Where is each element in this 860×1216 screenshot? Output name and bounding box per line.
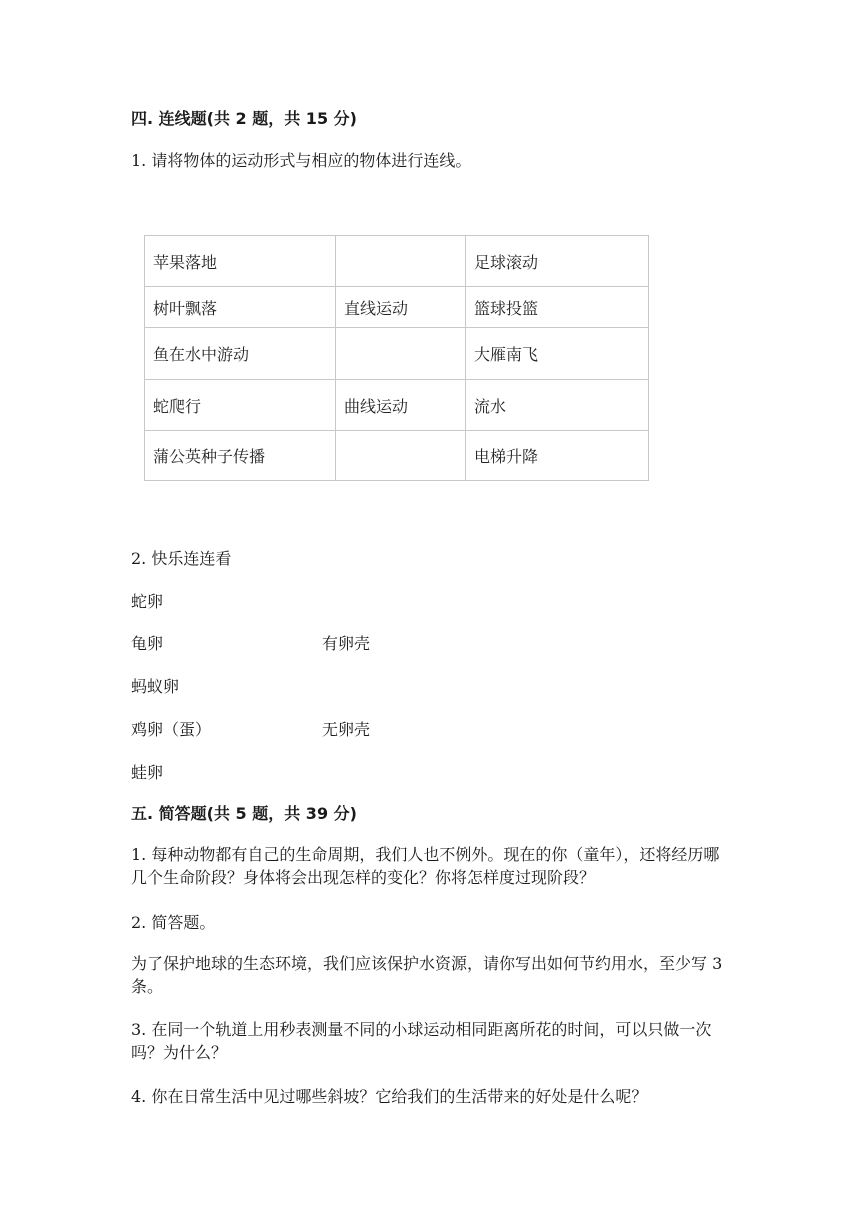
table-cell-object: 苹果落地	[145, 236, 336, 287]
table-cell-object: 鱼在水中游动	[145, 328, 336, 380]
egg-item: 鸡卵（蛋）	[131, 720, 212, 739]
table-cell-object: 蒲公英种子传播	[145, 431, 336, 481]
table-cell-object: 流水	[466, 380, 649, 431]
short-answer-q1: 1. 每种动物都有自己的生命周期，我们人也不例外。现在的你（童年），还将经历哪几个生命阶段？身体将会出现怎样的变化？你将怎样度过现阶段？	[131, 845, 720, 887]
table-row	[145, 328, 649, 380]
egg-item: 蛇卵	[131, 592, 164, 611]
table-row	[145, 236, 649, 287]
table-cell-object: 篮球投篮	[466, 287, 649, 328]
table-row	[145, 380, 649, 431]
table-cell-object: 大雁南飞	[466, 328, 649, 380]
table-cell-object: 树叶飘落	[145, 287, 336, 328]
table-cell-motion	[336, 236, 466, 287]
q2-prompt: 2. 快乐连连看	[131, 549, 232, 568]
table-cell-object: 足球滚动	[466, 236, 649, 287]
table-cell-motion: 曲线运动	[336, 380, 466, 431]
shell-option: 有卵壳	[322, 634, 371, 653]
matching-table	[144, 235, 649, 481]
egg-item: 蚂蚁卵	[131, 677, 180, 696]
short-answer-q2-body: 为了保护地球的生态环境，我们应该保护水资源，请你写出如何节约用水，至少写 3 条。	[131, 954, 723, 996]
section4-title: 四. 连线题(共 2 题，共 15 分)	[131, 109, 357, 128]
short-answer-q4: 4. 你在日常生活中见过哪些斜坡？它给我们的生活带来的好处是什么呢？	[131, 1087, 648, 1106]
table-cell-motion: 直线运动	[336, 287, 466, 328]
table-row	[145, 431, 649, 481]
short-answer-q3: 3. 在同一个轨道上用秒表测量不同的小球运动相同距离所花的时间，可以只做一次吗？为什么？	[131, 1020, 712, 1062]
table-cell-motion	[336, 328, 466, 380]
table-cell-object: 电梯升降	[466, 431, 649, 481]
q1-prompt: 1. 请将物体的运动形式与相应的物体进行连线。	[131, 151, 472, 170]
table-cell-motion	[336, 431, 466, 481]
short-answer-q2-title: 2. 简答题。	[131, 913, 216, 932]
egg-item: 蛙卵	[131, 763, 164, 782]
table-row	[145, 287, 649, 328]
egg-item: 龟卵	[131, 634, 164, 653]
table-cell-object: 蛇爬行	[145, 380, 336, 431]
shell-option: 无卵壳	[322, 720, 371, 739]
section5-title: 五. 简答题(共 5 题，共 39 分)	[131, 804, 357, 823]
